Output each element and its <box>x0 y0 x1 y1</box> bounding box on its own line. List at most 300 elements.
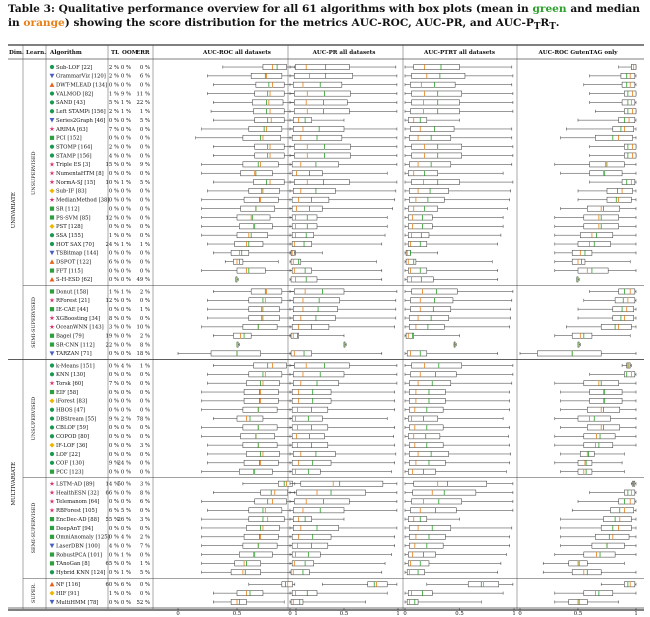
box-iqr <box>292 224 317 229</box>
tl-percent: 0 % <box>108 372 119 379</box>
triangle-up-icon <box>50 259 55 264</box>
algorithm-name: Sub-LOF [22] <box>56 64 93 71</box>
oom-percent: 0 % <box>120 306 131 313</box>
tl-percent: 15 % <box>105 162 119 169</box>
algorithm-name: SR [112] <box>56 206 80 213</box>
box-iqr <box>293 82 342 87</box>
box-iqr <box>293 315 335 320</box>
box-iqr <box>294 363 349 368</box>
algorithm-name: EncDec-AD [88] <box>56 516 100 523</box>
star-icon <box>49 197 54 202</box>
err-percent: 5 % <box>139 179 150 186</box>
box-iqr <box>294 100 347 105</box>
box-iqr <box>237 268 265 273</box>
oom-percent: 0 % <box>120 162 131 169</box>
algorithm-name: IF-LOF [36] <box>56 442 88 449</box>
box-iqr <box>243 324 277 329</box>
star-icon <box>49 315 54 320</box>
algorithm-name: STAMP [156] <box>56 153 92 160</box>
circle-icon <box>50 100 54 104</box>
box-iqr <box>409 188 448 193</box>
axis-tick-label: 0 <box>403 611 407 617</box>
caption-sub-t2: T <box>549 22 556 33</box>
tl-percent: 0 % <box>108 451 119 458</box>
star-icon <box>49 298 54 303</box>
box-iqr <box>243 407 277 412</box>
box-iqr <box>412 289 458 294</box>
circle-icon <box>50 145 54 149</box>
box-iqr <box>292 460 331 465</box>
algorithm-name: LSTM-AD [89] <box>56 481 95 488</box>
dimension-label: MULTIVARIATE <box>11 461 17 506</box>
err-percent: 49 % <box>136 277 150 284</box>
tl-percent: 0 % <box>108 188 119 195</box>
axis-tick-label: 0 <box>288 611 292 617</box>
box-iqr <box>255 153 285 158</box>
box-iqr <box>408 268 427 273</box>
axis-tick-label: 1 <box>512 611 516 617</box>
oom-percent: 0 % <box>120 135 131 142</box>
algorithm-name: COF [130] <box>56 460 84 467</box>
err-percent: 1 % <box>139 109 150 116</box>
algorithm-name: DBStream [55] <box>56 416 97 423</box>
box-iqr <box>292 389 331 394</box>
circle-icon <box>50 65 54 69</box>
algorithm-name: Hybrid KNN [124] <box>56 570 106 577</box>
box-iqr <box>241 206 275 211</box>
oom-percent: 0 % <box>120 64 131 71</box>
header-col1: AUC-ROC all datasets <box>203 50 271 56</box>
oom-percent: 0 % <box>120 434 131 441</box>
oom-percent: 0 % <box>120 599 131 606</box>
tl-percent: 0 % <box>108 117 119 124</box>
err-percent: 78 % <box>136 416 150 423</box>
square-icon <box>50 342 54 346</box>
caption-text-c: ) showing the score distribution for the metrics AUC-ROC, AUC-PR, and AUC-P <box>64 17 534 29</box>
err-percent: 0 % <box>139 82 150 89</box>
box-iqr <box>243 443 277 448</box>
oom-percent: 0 % <box>120 315 131 322</box>
box-iqr <box>408 118 427 123</box>
tl-percent: 0 % <box>108 442 119 449</box>
box-iqr <box>613 315 634 320</box>
algorithm-name: HIF [91] <box>56 590 79 597</box>
tl-percent: 0 % <box>108 434 119 441</box>
err-percent: 7 % <box>139 543 150 550</box>
tl-percent: 0 % <box>108 534 119 541</box>
algorithm-name: Triple ES [3] <box>56 162 91 169</box>
box-iqr <box>595 135 632 140</box>
algorithm-name: RobustPCA [101] <box>56 552 103 559</box>
oom-percent: 0 % <box>120 298 131 305</box>
oom-percent: 0 % <box>120 543 131 550</box>
box-iqr <box>231 250 249 255</box>
triangle-up-icon <box>50 277 55 282</box>
box-iqr <box>607 188 633 193</box>
box-iqr <box>595 534 629 539</box>
circle-icon <box>50 570 54 574</box>
circle-icon <box>50 91 54 95</box>
box-iqr <box>292 162 338 167</box>
oom-percent: 0 % <box>120 469 131 476</box>
box-iqr <box>409 525 450 530</box>
box-iqr <box>244 197 278 202</box>
err-percent: 22 % <box>136 100 150 107</box>
err-percent: 0 % <box>139 215 150 222</box>
box-iqr <box>291 259 301 264</box>
box-iqr <box>584 552 615 557</box>
oom-percent: 0 % <box>120 425 131 432</box>
oom-percent: 1 % <box>120 109 131 116</box>
axis-tick-label: 0.5 <box>573 611 583 617</box>
box-iqr <box>231 570 261 575</box>
box-iqr <box>622 179 635 184</box>
err-percent: 0 % <box>139 315 150 322</box>
box-iqr <box>412 100 460 105</box>
box-iqr <box>624 144 636 149</box>
diamond-icon <box>50 591 55 596</box>
oom-percent: 1 % <box>120 570 131 577</box>
caption-end: . <box>555 17 560 29</box>
caption-text-b: and median in <box>8 3 640 29</box>
box-iqr <box>406 250 410 255</box>
oom-percent: 0 % <box>120 153 131 160</box>
box-iqr <box>294 91 350 96</box>
err-percent: 0 % <box>139 525 150 532</box>
box-iqr <box>412 363 462 368</box>
tl-percent: 0 % <box>108 206 119 213</box>
box-iqr <box>619 499 635 504</box>
oom-percent: 0 % <box>120 277 131 284</box>
box-iqr <box>619 289 635 294</box>
err-percent: 9 % <box>139 162 150 169</box>
oom-percent: 0 % <box>120 144 131 151</box>
square-icon <box>50 517 54 521</box>
circle-icon <box>50 153 54 157</box>
tl-percent: 1 % <box>108 590 119 597</box>
box-iqr <box>293 372 344 377</box>
tl-percent: 0 % <box>108 599 119 606</box>
box-iqr <box>291 250 294 255</box>
oom-percent: 0 % <box>120 171 131 178</box>
star-icon <box>49 179 54 184</box>
box-iqr <box>295 64 349 69</box>
box-iqr <box>249 188 280 193</box>
err-percent: 3 % <box>139 481 150 488</box>
oom-percent: 0 % <box>120 117 131 124</box>
box-iqr <box>627 363 630 368</box>
algorithm-name: OmniAnomaly [125] <box>56 534 110 541</box>
star-icon <box>49 490 54 495</box>
box-iqr <box>237 215 270 220</box>
oom-percent: 1 % <box>120 552 131 559</box>
algorithm-name: COPOD [80] <box>56 434 90 441</box>
tl-percent: 0 % <box>108 525 119 532</box>
box-iqr <box>414 481 487 486</box>
box-iqr <box>578 469 592 474</box>
header-algorithm: Algorithm <box>50 50 82 56</box>
diamond-icon <box>50 224 55 229</box>
diamond-icon <box>50 188 55 193</box>
err-percent: 6 % <box>139 73 150 80</box>
algorithm-name: SR-CNN [112] <box>56 342 95 349</box>
err-percent: 2 % <box>139 534 150 541</box>
circle-icon <box>50 109 54 113</box>
tl-percent: 0 % <box>108 277 119 284</box>
box-iqr <box>409 324 444 329</box>
box-iqr <box>624 582 634 587</box>
oom-percent: 4 % <box>120 363 131 370</box>
header-learn: Learn. <box>26 50 47 56</box>
star-icon <box>49 126 54 131</box>
tl-percent: 0 % <box>108 570 119 577</box>
group-learning-label: SUPER. <box>31 583 37 604</box>
box-iqr <box>409 162 450 167</box>
tl-percent: 0 % <box>108 389 119 396</box>
box-iqr <box>408 241 427 246</box>
star-icon <box>49 324 54 329</box>
box-iqr <box>244 460 278 465</box>
tl-percent: 3 % <box>108 324 119 331</box>
box-iqr <box>291 277 317 282</box>
box-iqr <box>239 552 272 557</box>
tl-percent: 10 % <box>105 179 119 186</box>
box-iqr <box>244 534 278 539</box>
tl-percent: 1 % <box>108 289 119 296</box>
tl-percent: 2 % <box>108 109 119 116</box>
algorithm-name: S-H-ESD [62] <box>56 277 93 284</box>
box-iqr <box>584 443 613 448</box>
box-iqr <box>592 543 624 548</box>
square-icon <box>50 526 54 530</box>
tl-percent: 0 % <box>108 407 119 414</box>
box-iqr <box>409 534 445 539</box>
star-icon <box>49 481 54 486</box>
algorithm-name: HOT SAX [70] <box>56 241 94 248</box>
algorithm-name: OceanWNN [143] <box>56 324 104 331</box>
algorithm-name: iForest [83] <box>56 398 88 405</box>
box-iqr <box>292 591 317 596</box>
axis-tick-label: 1 <box>294 611 298 617</box>
err-percent: 52 % <box>136 599 150 606</box>
axis-tick-label: 0.5 <box>455 611 464 617</box>
algorithm-name: k-Means [151] <box>56 363 95 370</box>
header-tl: TL <box>111 50 120 56</box>
tl-percent: 0 % <box>108 250 119 257</box>
err-percent: 0 % <box>139 197 150 204</box>
circle-icon <box>50 452 54 456</box>
algorithm-name: Bagel [79] <box>56 333 84 340</box>
err-percent: 6 % <box>139 499 150 506</box>
box-iqr <box>409 389 445 394</box>
tl-percent: 0 % <box>108 171 119 178</box>
circle-icon <box>50 372 54 376</box>
oom-percent: 0 % <box>120 82 131 89</box>
box-iqr <box>293 451 335 456</box>
box-iqr <box>293 517 311 522</box>
box-iqr <box>235 561 261 566</box>
box-iqr <box>409 315 448 320</box>
box-iqr <box>292 268 311 273</box>
tl-percent: 1 % <box>108 232 119 239</box>
box-iqr <box>294 109 349 114</box>
oom-percent: 0 % <box>120 250 131 257</box>
triangle-up-icon <box>50 582 55 587</box>
header-dim: Dim. <box>9 50 24 56</box>
box-iqr <box>407 599 418 604</box>
err-percent: 0 % <box>139 171 150 178</box>
tl-percent: 14 % <box>105 481 119 488</box>
circle-icon <box>50 408 54 412</box>
box-iqr <box>409 197 444 202</box>
box-iqr <box>613 126 634 131</box>
square-icon <box>50 268 54 272</box>
box-iqr <box>590 171 622 176</box>
box-iqr <box>292 324 329 329</box>
oom-percent: 0 % <box>120 232 131 239</box>
oom-percent: 0 % <box>120 206 131 213</box>
box-iqr <box>590 389 622 394</box>
oom-percent: 1 % <box>120 289 131 296</box>
box-iqr <box>412 153 462 158</box>
box-iqr <box>294 289 344 294</box>
square-icon <box>50 136 54 140</box>
tl-percent: 2 % <box>108 73 119 80</box>
algorithm-name: PS-SVM [85] <box>56 215 91 222</box>
triangle-up-icon <box>50 82 55 87</box>
tl-percent: 0 % <box>108 82 119 89</box>
tl-percent: 65 % <box>105 561 119 568</box>
box-iqr <box>584 591 613 596</box>
box-iqr <box>408 434 440 439</box>
oom-percent: 0 % <box>120 590 131 597</box>
algorithm-name: Sub-IF [83] <box>56 188 87 195</box>
diamond-icon <box>50 443 55 448</box>
box-iqr <box>408 561 429 566</box>
err-percent: 0 % <box>139 259 150 266</box>
algorithm-name: LOF [22] <box>56 451 81 458</box>
triangle-down-icon <box>50 251 55 256</box>
tl-percent: 0 % <box>108 135 119 142</box>
caption-sub-t1: T <box>533 22 541 33</box>
square-icon <box>50 307 54 311</box>
box-iqr <box>239 224 272 229</box>
tl-percent: 19 % <box>105 333 119 340</box>
triangle-down-icon <box>50 74 55 79</box>
circle-icon <box>50 363 54 367</box>
tl-percent: 0 % <box>108 398 119 405</box>
algorithm-name: DWT-MLEAD [134] <box>56 82 108 89</box>
err-percent: 0 % <box>139 126 150 133</box>
oom-percent: 0 % <box>120 188 131 195</box>
oom-percent: 0 % <box>120 342 131 349</box>
tl-percent: 4 % <box>108 543 119 550</box>
algorithm-name: RForest [21] <box>56 298 90 305</box>
algorithm-name: DeepAnT [94] <box>56 525 94 532</box>
algorithm-name: SSA [155] <box>56 232 83 239</box>
box-iqr <box>412 73 465 78</box>
box-iqr <box>412 144 462 149</box>
box-iqr <box>410 109 459 114</box>
box-iqr <box>601 324 631 329</box>
star-icon <box>49 171 54 176</box>
box-iqr <box>410 298 453 303</box>
box-iqr <box>537 351 601 356</box>
err-percent: 0 % <box>139 206 150 213</box>
err-percent: 0 % <box>139 469 150 476</box>
box-iqr <box>254 109 285 114</box>
box-iqr <box>292 215 317 220</box>
star-icon <box>49 380 54 385</box>
axis-tick-label: 0.5 <box>232 611 242 617</box>
tl-percent: 0 % <box>108 224 119 231</box>
algorithm-name: PCI [152] <box>56 135 82 142</box>
err-percent: 0 % <box>139 434 150 441</box>
axis-tick-label: 1 <box>396 611 400 617</box>
star-icon <box>49 162 54 167</box>
algorithm-name: STOMP [164] <box>56 144 93 151</box>
tl-percent: 0 % <box>108 469 119 476</box>
tl-percent: 9 % <box>108 460 119 467</box>
algorithm-name: XGBoosting [34] <box>56 315 101 322</box>
box-iqr <box>624 153 636 158</box>
algorithm-name: PST [128] <box>56 224 83 231</box>
box-iqr <box>409 460 445 465</box>
box-iqr <box>409 398 445 403</box>
oom-percent: 0 % <box>120 525 131 532</box>
group-learning-label: SEMI-SUPERVISED <box>31 297 37 348</box>
algorithm-name: HBOS [47] <box>56 407 86 414</box>
box-iqr <box>624 372 634 377</box>
box-iqr <box>408 224 432 229</box>
box-iqr <box>293 126 344 131</box>
circle-icon <box>50 425 54 429</box>
square-icon <box>50 470 54 474</box>
algorithm-name: Telemanom [64] <box>56 499 100 506</box>
box-iqr <box>408 206 437 211</box>
caption-prefix: Table 3: <box>8 3 55 15</box>
box-iqr <box>412 179 460 184</box>
oom-percent: 0 % <box>120 407 131 414</box>
caption-text-r: R <box>540 17 550 29</box>
box-iqr <box>244 389 278 394</box>
tl-percent: 9 % <box>108 416 119 423</box>
tl-percent: 4 % <box>108 153 119 160</box>
group-learning-label: UNSUPERVISED <box>31 396 37 441</box>
oom-percent: 0 % <box>120 333 131 340</box>
box-iqr <box>233 333 251 338</box>
box-iqr <box>237 233 268 238</box>
box-iqr <box>292 241 311 246</box>
box-iqr <box>293 525 338 530</box>
box-iqr <box>282 582 293 587</box>
box-iqr <box>263 64 287 69</box>
header-col4: AUC-ROC GutenTAG only <box>538 50 618 56</box>
err-percent: 0 % <box>139 398 150 405</box>
box-iqr <box>572 570 601 575</box>
oom-percent: 0 % <box>120 389 131 396</box>
oom-percent: 26 % <box>117 516 131 523</box>
algorithm-name: TSBitmap [144] <box>56 250 99 257</box>
algorithm-name: DSPOT [122] <box>56 259 92 266</box>
box-iqr <box>610 508 633 513</box>
err-percent: 11 % <box>136 91 150 98</box>
box-iqr <box>292 561 314 566</box>
box-iqr <box>409 451 448 456</box>
box-iqr <box>578 268 608 273</box>
algorithm-name: NumentaHTM [8] <box>56 171 104 178</box>
box-iqr <box>410 126 454 131</box>
